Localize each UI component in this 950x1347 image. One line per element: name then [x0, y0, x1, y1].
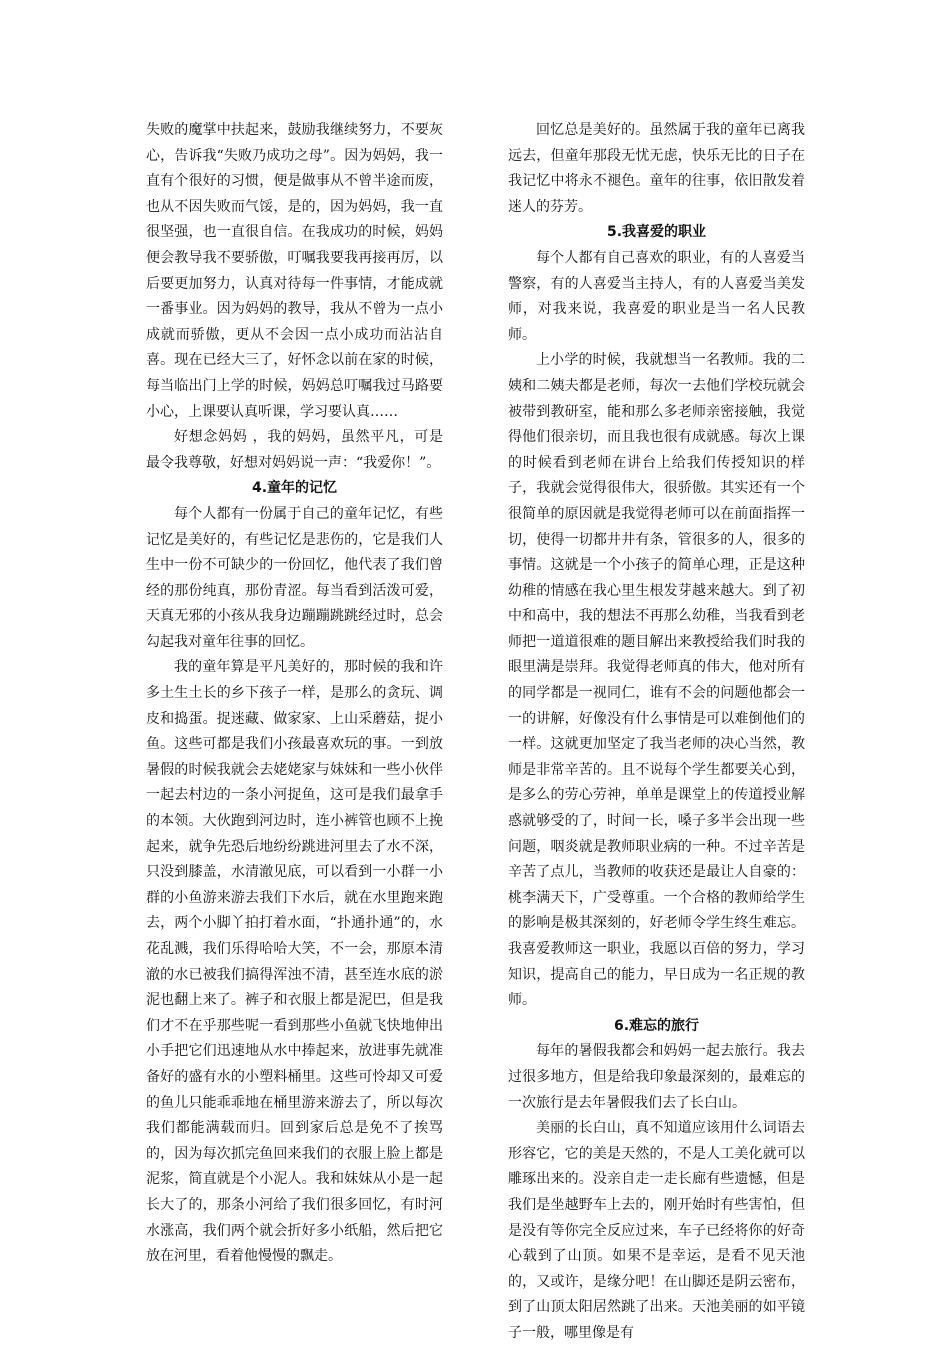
paragraph-childhood-conclusion: 回忆总是美好的。虽然属于我的童年已离我远去，但童年那段无忧无虑，快乐无比的日子在我记忆中将永不褪色。童年的往事，依旧散发着迷人的芬芳。: [508, 122, 805, 215]
paragraph-childhood-story: 我的童年算是平凡美好的，那时候的我和许多土生土长的乡下孩子一样，是那么的贪玩、调皮和捣蛋。捉迷藏、做家家、上山采蘑菇，捉小鱼。这些可都是我们小孩最喜欢玩的事。一到放暑假的时候我就会去姥姥家与妹妹和一些小伙伴一起去村边的一条小河捉鱼，这可是我们最拿手的本领。大伙跑到河边时，连小裤管也顾不上挽起来，就争先恐后地纷纷跳进河里去了水不深，只没到膝盖，水清澈见底，可以看到一小群一小群的小鱼游来游去我们下水后，就在水里跑来跑去，两个小脚丫拍打着水面，“扑通扑通”的，水花乱溅，我们乐得哈哈大笑，不一会，那原本清澈的水已被我们搞得浑浊不清，甚至连水底的淤泥也翻上来了。裤子和衣服上都是泥巴，但是我们才不在乎那些呢一看到那些小鱼就飞快地伸出小手把它们迅速地从水中捧起来，放进事先就准备好的盛有水的小塑料桶里。这些可怜却又可爱的鱼儿只能乖乖地在桶里游来游去了，所以每次我们都能满载而归。回到家后总是免不了挨骂的，因为每次抓完鱼回来我们的衣服上脸上都是泥浆，简直就是个小泥人。我和妹妹从小是一起长大了的，那条小河给了我们很多回忆，有时河水涨高，我们两个就会折好多小纸船，然后把它放在河里，看着他慢慢的飘走。: [146, 659, 443, 1265]
section-title-favorite-job: 5.我喜爱的职业: [606, 224, 707, 241]
paragraph-childhood-intro: 每个人都有一份属于自己的童年记忆，有些记忆是美好的，有些记忆是悲伤的，它是我们人生中一份不可缺少的一份回忆，他代表了我们曾经的那份纯真，那份青涩。每当看到活泼可爱，天真无邪的小孩从我身边蹦蹦跳跳经过时，总会勾起我对童年往事的回忆。: [146, 505, 443, 650]
section-title-childhood-memories: 4.童年的记忆: [251, 480, 338, 497]
section-title-memorable-trip: 6.难忘的旅行: [613, 1017, 700, 1034]
paragraph-trip-intro: 每年的暑假我都会和妈妈一起去旅行。我去过很多地方，但是给我印象最深刻的，最难忘的一次旅行是去年暑假我们去了长白山。: [508, 1043, 805, 1111]
paragraph-job-story: 上小学的时候，我就想当一名教师。我的二姨和二姨夫都是老师，每次一去他们学校玩就会被带到教研室，能和那么多老师亲密接触，我觉得他们很亲切，而且我也很有成就感。每次上课的时候看到老师在讲台上给我们传授知识的样子，我就会觉得很伟大，很骄傲。其实还有一个很简单的原因就是我觉得老师可以在前面指挥一切，使得一切都井井有条，管很多的人，很多的事情。这就是一个小孩子的简单心理，正是这种幼稚的情感在我心里生根发芽越来越大。到了初中和高中，我的想法不再那么幼稚，当我看到老师把一道道很难的题目解出来教授给我们时我的眼里满是崇拜。我觉得老师真的伟大，他对所有的同学都是一视同仁，谁有不会的问题他都会一一的讲解，好像没有什么事情是可以难倒他们的一样。这就更加坚定了我当老师的决心当然，教师是非常辛苦的。且不说每个学生都要关心到，是多么的劳心劳神，单单是课堂上的传道授业解惑就够受的了，时间一长，嗓子多半会出现一些问题，咽炎就是教师职业病的一种。不过辛苦是辛苦了点儿，当教师的收获还是最让人自豪的：桃李满天下，广受尊重。一个合格的教师给学生的影响是极其深刻的，好老师令学生终生难忘。我喜爱教师这一职业，我愿以百倍的努力，学习知识，提高自己的能力，早日成为一名正规的教师。: [508, 352, 805, 1009]
left-column: [146, 118, 443, 1270]
paragraph-job-intro: 每个人都有自己喜欢的职业，有的人喜爱当警察，有的人喜爱当主持人，有的人喜爱当美发师，对我来说，我喜爱的职业是当一名人民教师。: [508, 249, 805, 343]
paragraph-trip-story: 美丽的长白山，真不知道应该用什么词语去形容它，它的美是天然的，不是人工美化就可以雕琢出来的。没亲自走一走长廊有些遗憾，但是我们是坐越野车上去的，刚开始时有些害怕，但是没有等你完全反应过来，车子已经将你的好奇心载到了山顶。如果不是幸运，是看不见天池的，又或许，是缘分吧！在山脚还是阴云密布，到了山顶太阳居然跳了出来。天池美丽的如平镜子一般，哪里像是有: [508, 1120, 805, 1341]
paragraph-continuation: 失败的魔掌中扶起来，鼓励我继续努力，不要灰心，告诉我“失败乃成功之母”。因为妈妈，我一直有个很好的习惯，便是做事从不曾半途而废，也从不因失败而气馁，是的，因为妈妈，我一直很坚强，也一直很自信。在我成功的时候，妈妈便会教导我不要骄傲，叮嘱我要我再接再厉，以后要更加努力，认真对待每一件事情，才能成就一番事业。因为妈妈的教导，我从不曾为一点小成就而骄傲，更从不会因一点小成功而沾沾自喜。现在已经大三了，好怀念以前在家的时候，每当临出门上学的时候，妈妈总叮嘱我过马路要小心，上课要认真听课，学习要认真……: [146, 122, 443, 420]
paragraph-miss-mother: 好想念妈妈 ，我的妈妈，虽然平凡，可是最令我尊敬，好想对妈妈说一声：“我爱你！”。: [146, 429, 443, 471]
right-column: [508, 118, 805, 1347]
